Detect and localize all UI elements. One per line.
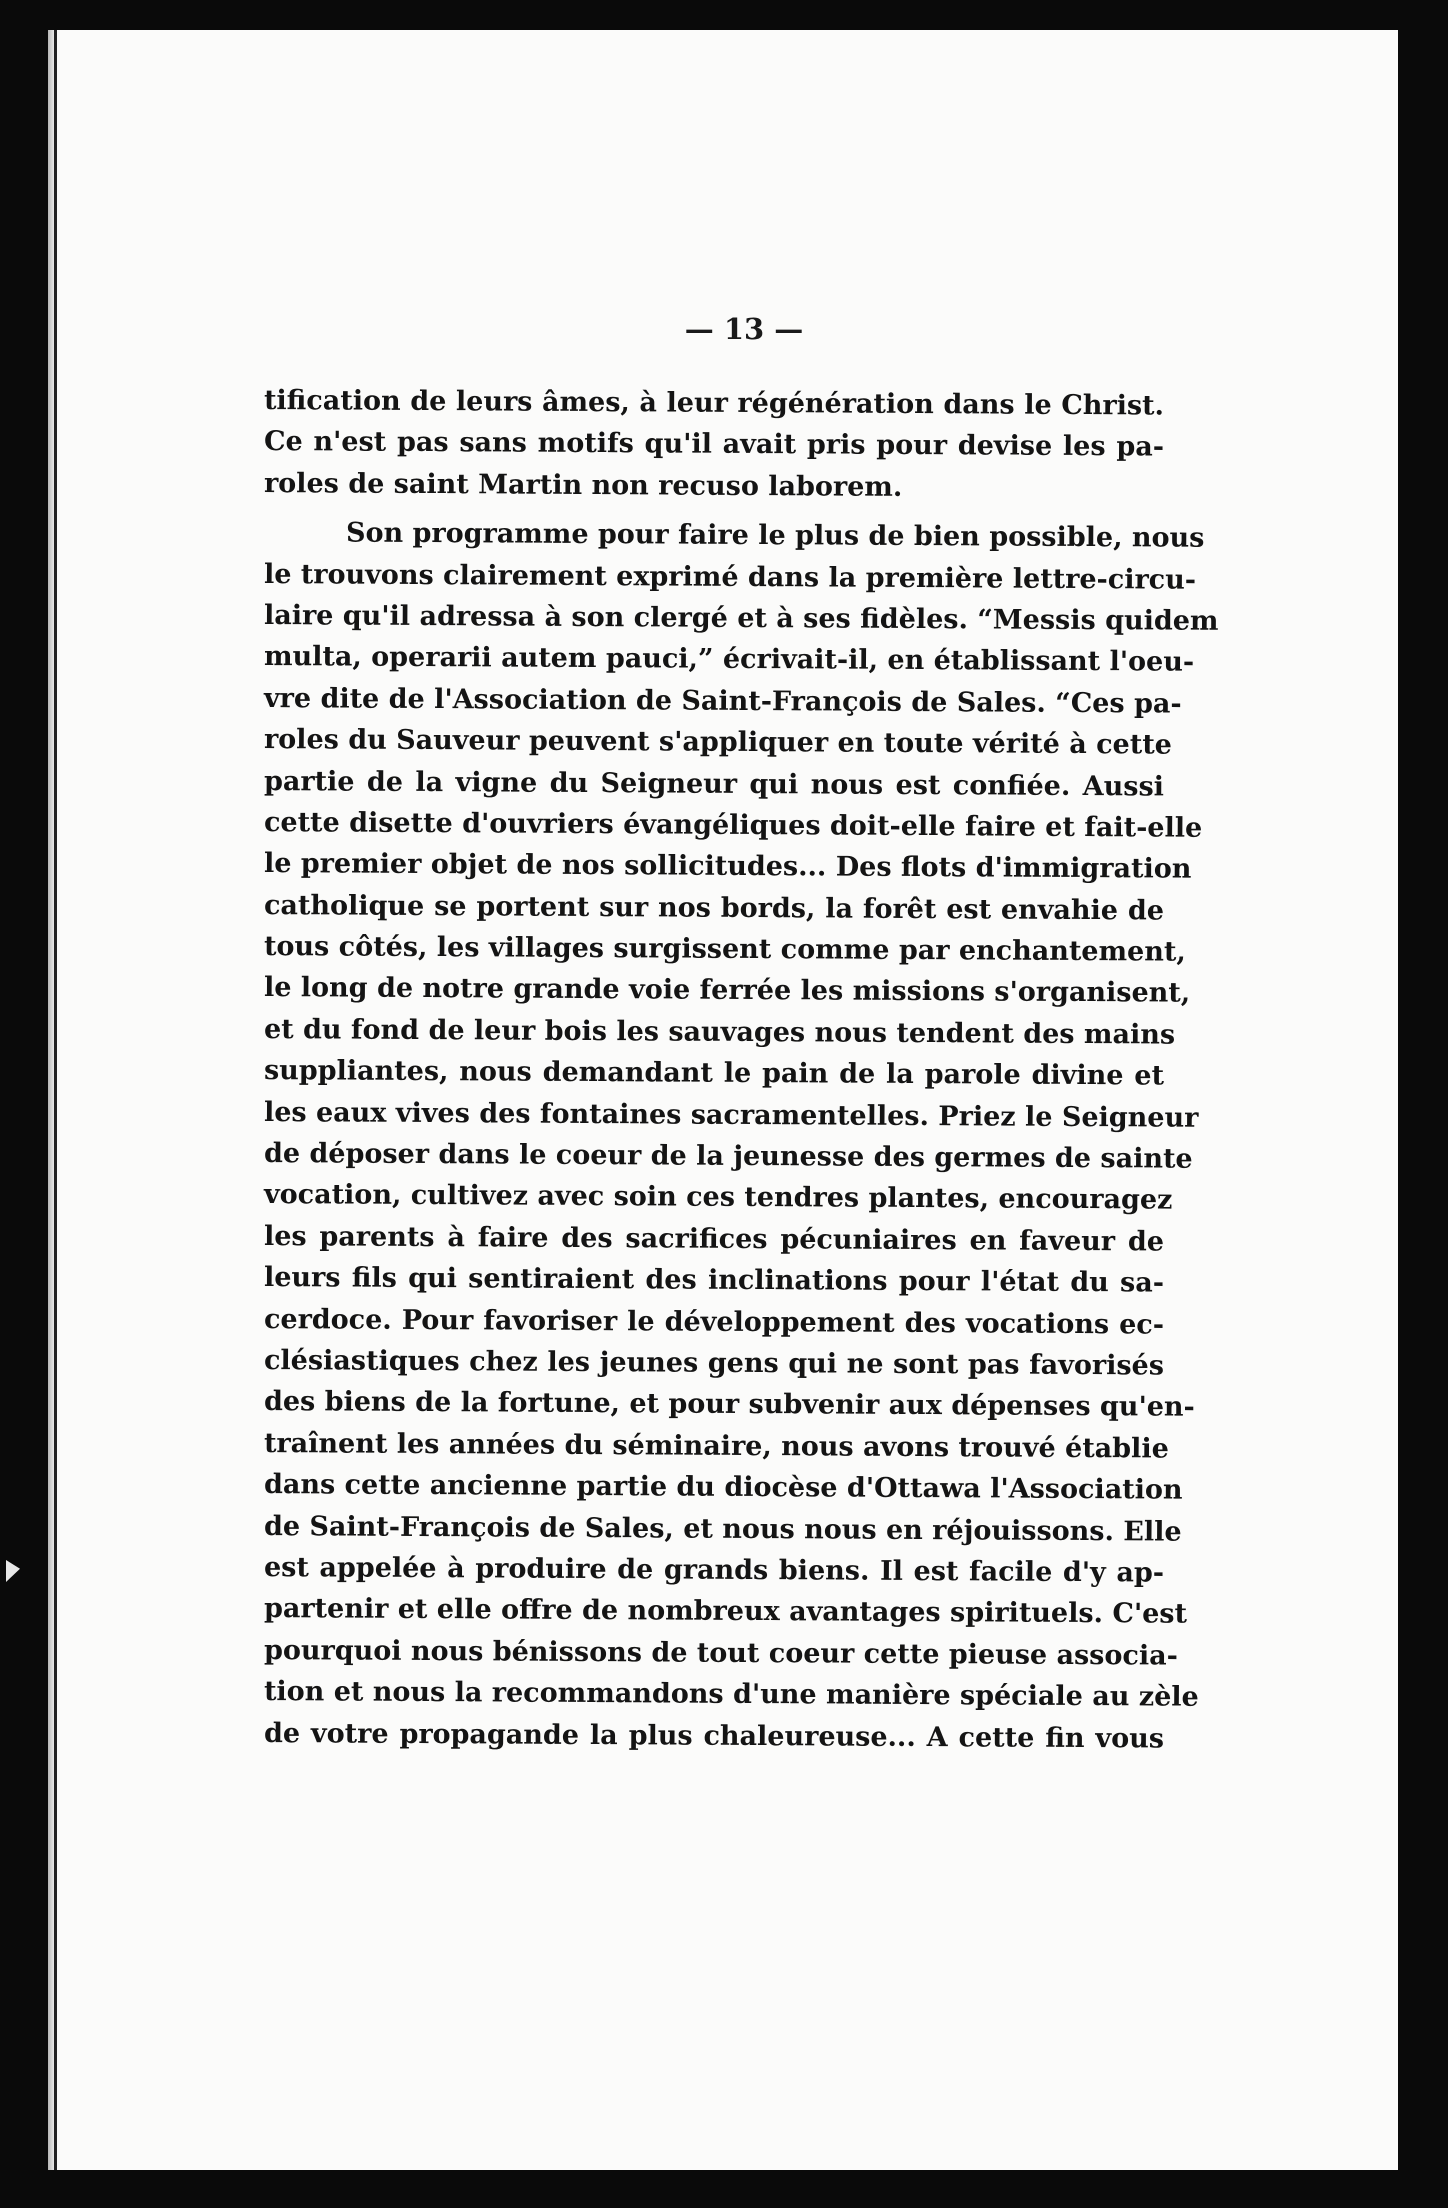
page-number: — 13 — [684,312,804,346]
text-line: vre dite de l'Association de Saint-François de Sales. “Ces pa- [263,682,1182,720]
binding-edge [54,30,57,2170]
text-line: cerdoce. Pour favoriser le développement des vocations ec- [263,1303,1165,1341]
text-line: les parents à faire des sacrifices pécuniaires en faveur de [263,1220,1165,1258]
text-line: clésiastiques chez les jeunes gens qui ne sont pas favorisés [263,1344,1165,1382]
text-line: de déposer dans le coeur de la jeunesse des germes de sainte [263,1138,1193,1175]
text-line: des biens de la fortune, et pour subvenir aux dépenses qu'en- [263,1386,1195,1424]
text-line: le long de notre grande voie ferrée les missions s'organisent, [263,972,1191,1010]
text-line: tification de leurs âmes, à leur régénération dans le Christ. [263,385,1165,422]
text-line: tion et nous la recommandons d'une manière spéciale au zèle [263,1676,1199,1713]
text-line: le trouvons clairement exprimé dans la première lettre-circu- [263,558,1197,596]
text-line: multa, operarii autem pauci,” écrivait-il, en établissant l'oeu- [263,641,1195,679]
body-text [263,380,1219,1754]
text-line: laire qu'il adressa à son clergé et à ses fidèles. “Messis quidem [263,599,1219,637]
text-line: de Saint-François de Sales, et nous nous en réjouissons. Elle [263,1510,1182,1548]
margin-arrow-icon [6,1560,20,1582]
text-line: le premier objet de nos sollicitudes... Des flots d'immigration [263,848,1192,885]
text-line: partie de la vigne du Seigneur qui nous est confiée. Aussi [263,765,1165,803]
text-line: est appelée à produire de grands biens. Il est facile d'y ap- [263,1551,1165,1589]
text-line: dans cette ancienne partie du diocèse d'Ottawa l'Association [263,1469,1183,1506]
text-line: suppliantes, nous demandant le pain de la parole divine et [263,1055,1165,1092]
text-line: leurs fils qui sentiraient des inclinations pour l'état du sa- [263,1262,1165,1299]
text-line: tous côtés, les villages surgissent comme par enchantement, [263,931,1186,968]
text-line: pourquoi nous bénissons de tout coeur cette pieuse associa- [263,1634,1178,1672]
text-line: et du fond de leur bois les sauvages nous tendent des mains [263,1013,1176,1051]
text-line: Son programme pour faire le plus de bien possible, nous [345,517,1205,554]
text-line: de votre propagande la plus chaleureuse... A cette fin vous [263,1717,1165,1754]
text-line: cette disette d'ouvriers évangéliques doit-elle faire et fait-elle [263,806,1203,844]
text-line: roles du Sauveur peuvent s'appliquer en toute vérité à cette [263,724,1173,761]
text-line: traînent les années du séminaire, nous avons trouvé établie [263,1427,1169,1465]
text-line: Ce n'est pas sans motifs qu'il avait pris pour devise les pa- [263,426,1165,463]
text-line: catholique se portent sur nos bords, la forêt est envahie de [263,889,1165,927]
text-line: vocation, cultivez avec soin ces tendres plantes, encouragez [263,1179,1173,1216]
text-line: les eaux vives des fontaines sacramentelles. Priez le Seigneur [263,1096,1199,1134]
text-line: partenir et elle offre de nombreux avantages spirituels. C'est [263,1593,1188,1630]
text-line: roles de saint Martin non recuso laborem. [263,467,903,503]
